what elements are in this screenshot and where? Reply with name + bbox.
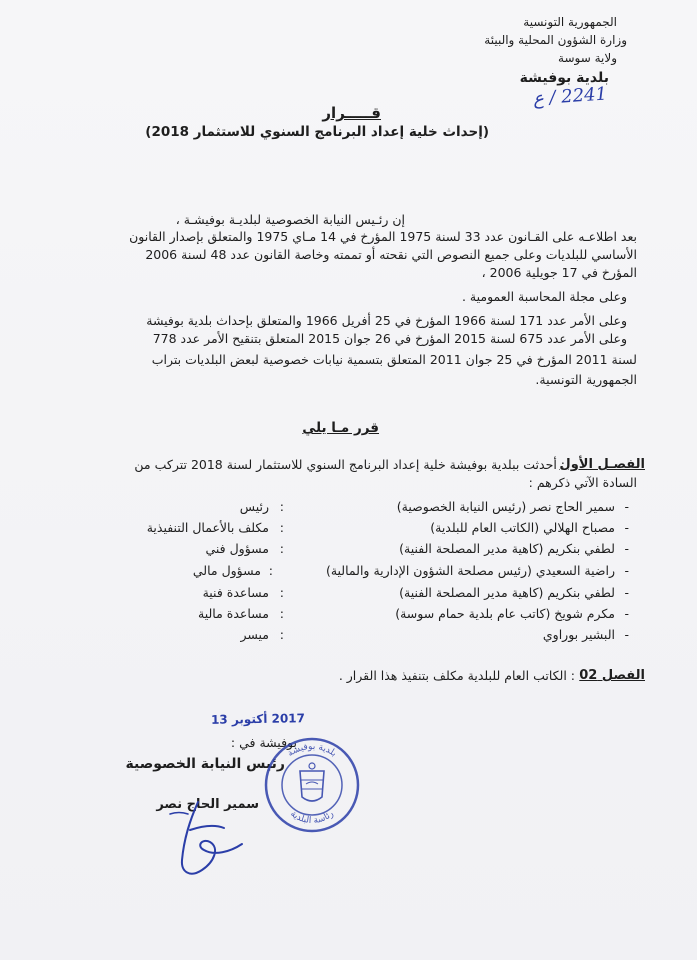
preamble-line: الجمهورية التونسية. [535, 372, 637, 387]
preamble-line: وعلى مجلة المحاسبة العمومية . [461, 289, 627, 304]
member-row [59, 584, 629, 602]
member-role: مساعدة فنية [202, 585, 269, 600]
decision-heading: قرر مـا يلي [302, 420, 379, 436]
member-role: رئيس [239, 499, 269, 514]
article2-text: : الكاتب العام للبلدية مكلف بتنفيذ هذا القرار . [338, 668, 575, 683]
page-subtitle: (إحداث خلية إعداد البرنامج السنوي للاستثمار 2018) [145, 124, 489, 140]
signature-position: رئيس النيابة الخصوصية [125, 756, 285, 772]
article1-text-continued: السادة الآتي ذكرهم : [528, 475, 637, 490]
member-row [59, 562, 629, 580]
preamble-line: وعلى الأمر عدد 675 لسنة 2015 المؤرخ في 26 جوان 2015 المتعلق بتنقيح الأمر عدد 778 [152, 331, 627, 346]
member-row [59, 626, 629, 644]
member-colon: : [279, 627, 284, 642]
official-seal-icon [262, 735, 362, 835]
member-row [59, 540, 629, 558]
list-bullet: - [624, 541, 629, 556]
member-name: مصباح الهلالي (الكاتب العام للبلدية) [430, 520, 615, 535]
article1-text: : أحدثت ببلدية بوفيشة خلية إعداد البرنامج السنوي للاستثمار لسنة 2018 تتركب من [134, 457, 565, 472]
member-role: مسؤول فني [205, 541, 269, 556]
signature-place: بوفيشة في : [230, 735, 297, 750]
preamble-line: الأساسي للبلديات وعلى جميع النصوص التي نقحته أو تممته وخاصة القانون عدد 48 لسنة 2006 [145, 247, 637, 262]
member-name: راضية السعيدي (رئيس مصلحة الشؤون الإدارية والمالية) [325, 563, 615, 578]
member-colon: : [279, 499, 284, 514]
member-role: مسؤول مالي [192, 563, 261, 578]
preamble-intro: إن رئـيس النيابة الخصوصية لبلديـة بوفيشـة ، [175, 212, 405, 227]
member-name: البشير بوراوي [542, 627, 615, 642]
member-name: لطفي بنكريم (كاهية مدير المصلحة الفنية) [399, 585, 615, 600]
header-municipality: بلدية بوفيشة [519, 70, 609, 86]
svg-text:رئاسة البلدية [288, 809, 335, 826]
list-bullet: - [624, 563, 629, 578]
handwritten-reference: 2241 / ع [532, 83, 608, 110]
member-role: مكلف بالأعمال التنفيذية [146, 520, 269, 535]
member-row [59, 519, 629, 537]
tunisia-emblem-icon [300, 763, 324, 801]
member-colon: : [279, 606, 284, 621]
article1-label: الفصـل الأول [559, 457, 645, 472]
seal-top-text: بلدية بوفيشة [285, 741, 339, 759]
list-bullet: - [624, 499, 629, 514]
list-bullet: - [624, 585, 629, 600]
svg-text:بلدية بوفيشة [286, 742, 338, 759]
preamble-line: وعلى الأمر عدد 171 لسنة 1966 المؤرخ في 25 أفريل 1966 والمتعلق بإحداث بلدية بوفيشة [146, 313, 627, 328]
member-name: لطفي بنكريم (كاهية مدير المصلحة الفنية) [399, 541, 615, 556]
page-title: قـــــرار [322, 104, 381, 122]
member-role: ميسر [240, 627, 269, 642]
member-colon: : [268, 563, 273, 578]
member-row [59, 498, 629, 516]
list-bullet: - [624, 627, 629, 642]
preamble-line: لسنة 2011 المؤرخ في 25 جوان 2011 المتعلق بتسمية نيابات خصوصية لبعض البلديات بتراب [151, 352, 637, 367]
date-stamp: 2017 أكتوبر 13 [210, 711, 306, 727]
preamble-line: بعد اطلاعـه على القـانون عدد 33 لسنة 1975 المؤرخ في 14 مـاي 1975 والمتعلق بإصدار القانون [129, 229, 637, 244]
member-colon: : [279, 585, 284, 600]
member-name: سمير الحاج نصر (رئيس النيابة الخصوصية) [396, 499, 615, 514]
seal-bottom-text: رئاسة البلدية [288, 809, 336, 827]
header-governorate: ولاية سوسة [558, 51, 617, 65]
member-colon: : [279, 541, 284, 556]
member-colon: : [279, 520, 284, 535]
signature-name: سمير الحاج نصر [156, 797, 259, 812]
member-role: مساعدة مالية [198, 606, 269, 621]
list-bullet: - [624, 520, 629, 535]
handwritten-signature-icon [150, 790, 270, 890]
list-bullet: - [624, 606, 629, 621]
member-row [59, 605, 629, 623]
preamble-line: المؤرخ في 17 جويلية 2006 ، [481, 265, 637, 280]
member-name: مكرم شويخ (كاتب عام بلدية حمام سوسة) [395, 606, 615, 621]
header-ministry: وزارة الشؤون المحلية والبيئة [484, 33, 627, 47]
header-republic: الجمهورية التونسية [523, 15, 617, 29]
article2-label: الفصل 02 [579, 668, 645, 683]
